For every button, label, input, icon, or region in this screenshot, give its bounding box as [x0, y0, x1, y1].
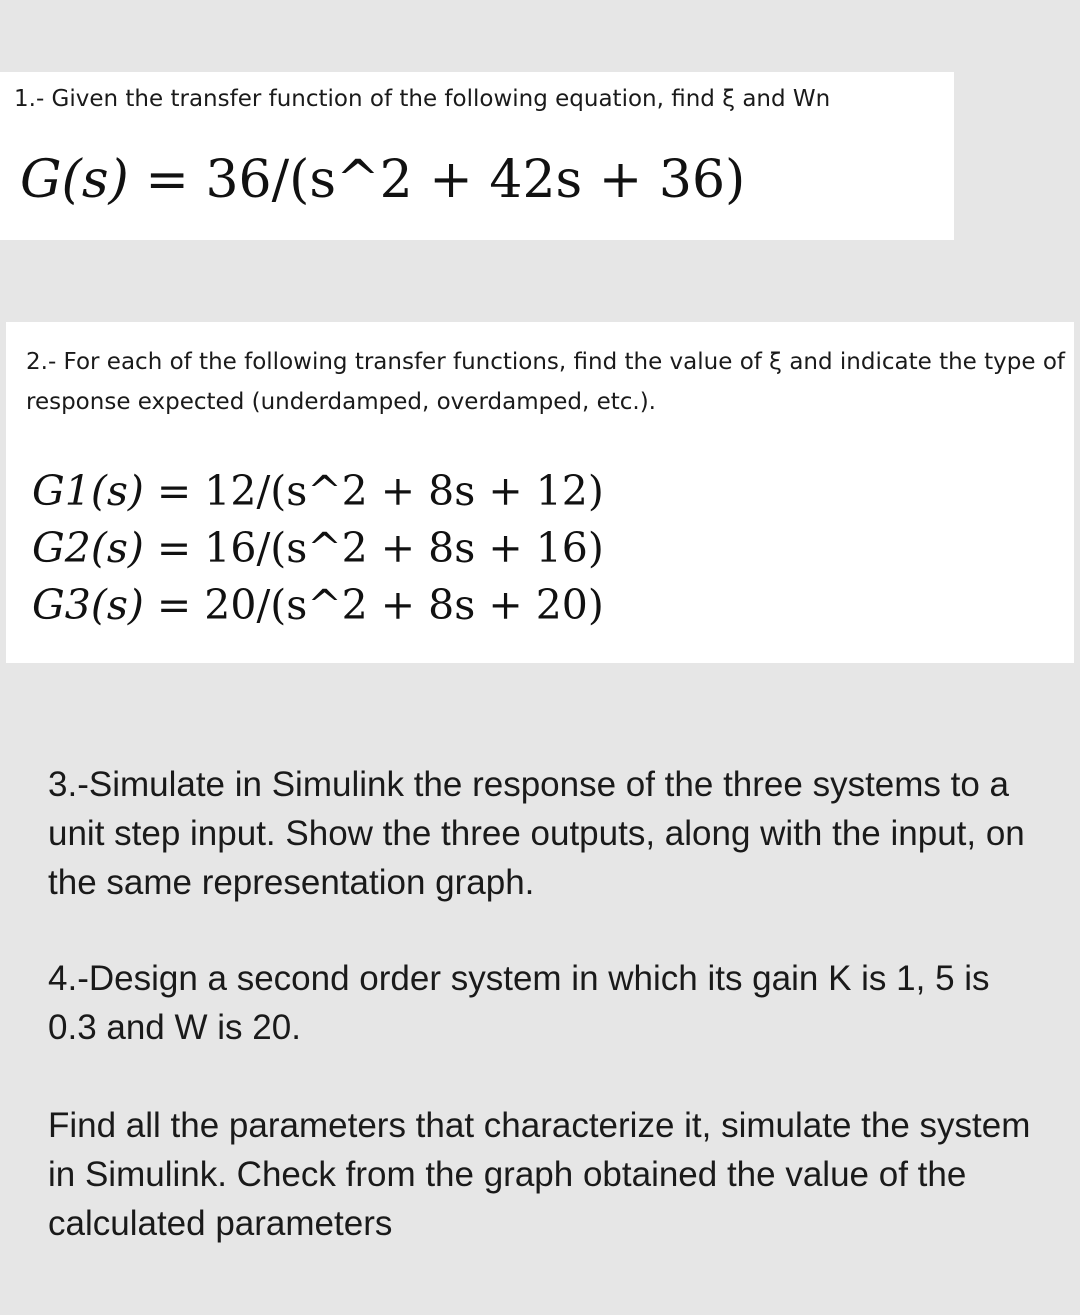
question-1-text: 1.- Given the transfer function of the following equation, find ξ and Wn: [14, 86, 831, 112]
equation-list: [32, 463, 604, 634]
equation-g: [20, 150, 745, 210]
equation-g-rhs: = 36/(s^2 + 42s + 36): [128, 150, 746, 210]
question-4-followup: Find all the parameters that characterize it, simulate the system in Simulink. Check from the graph obtained the value of the calculated parameters: [48, 1106, 1031, 1243]
question-3-text: 3.-Simulate in Simulink the response of the three systems to a unit step input. Show the three outputs, along with the input, on the same representation graph.: [48, 765, 1025, 902]
equation-g2-rhs: = 16/(s^2 + 8s + 16): [143, 524, 604, 572]
equation-g-lhs: G(s): [20, 150, 129, 210]
equation-g3-lhs: G3(s): [32, 581, 144, 629]
equation-g1-rhs: = 12/(s^2 + 8s + 12): [143, 467, 604, 515]
equation-g3-rhs: = 20/(s^2 + 8s + 20): [143, 581, 604, 629]
equation-g1: [32, 463, 604, 520]
equation-g3: [32, 577, 604, 634]
equation-g2-lhs: G2(s): [32, 524, 144, 572]
equation-g1-lhs: G1(s): [32, 467, 144, 515]
equation-g2: [32, 520, 604, 577]
question-2-text: 2.- For each of the following transfer functions, find the value of ξ and indicate the type of response expected (underdamped, overdamped, etc.).: [26, 349, 1065, 415]
question-4-text: 4.-Design a second order system in which its gain K is 1, 5 is 0.3 and W is 20.: [48, 959, 990, 1047]
